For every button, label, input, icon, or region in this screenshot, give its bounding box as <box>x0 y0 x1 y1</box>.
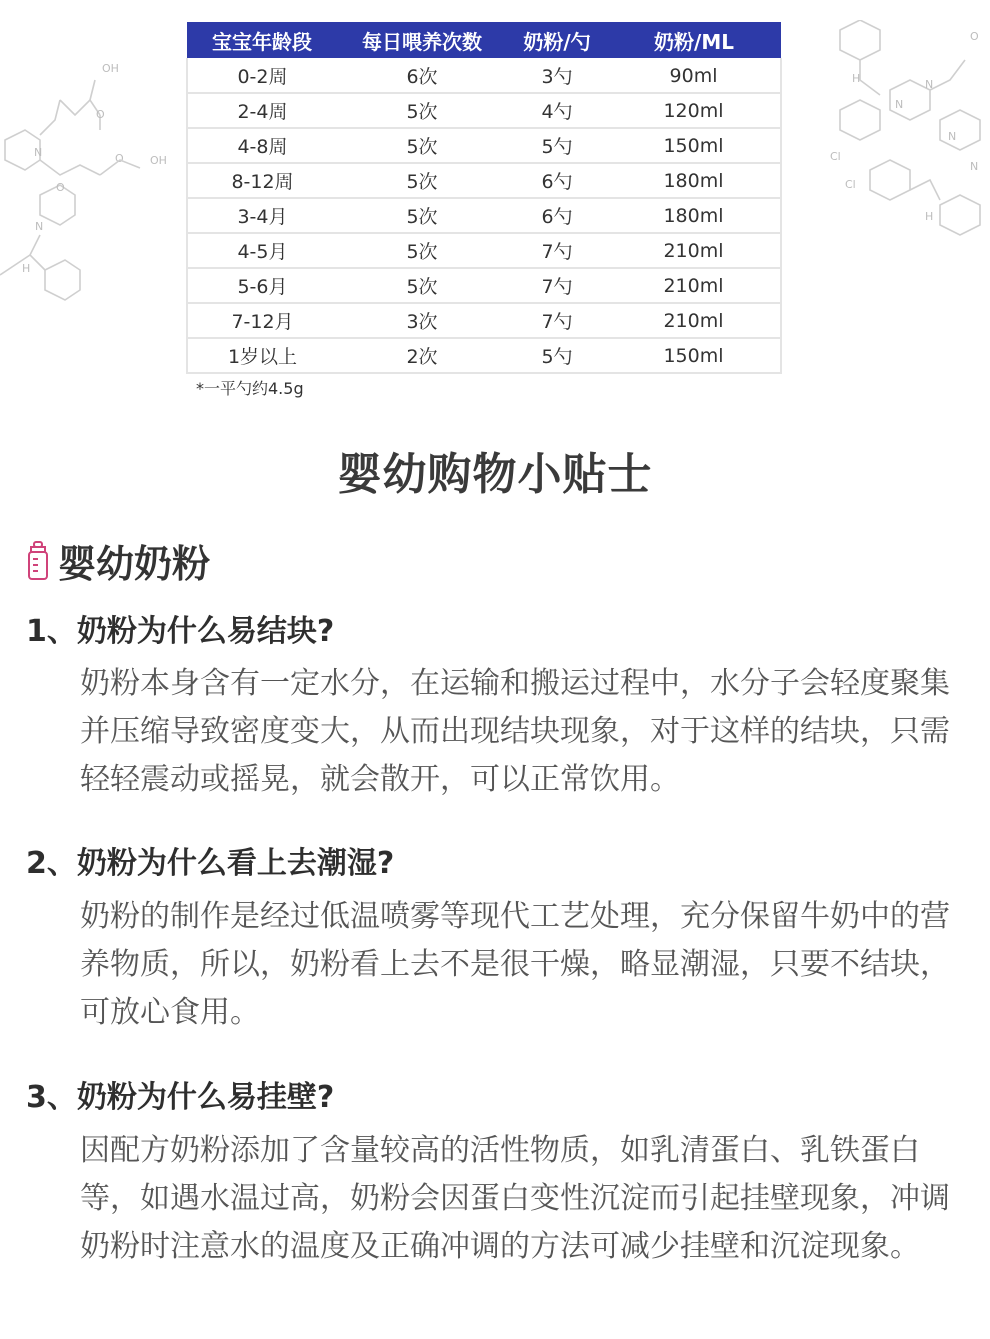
cell-scoops: 7勺 <box>507 268 607 303</box>
cell-ml: 120ml <box>607 93 781 128</box>
page-title: 婴幼购物小贴士 <box>337 449 653 500</box>
table-row <box>187 338 781 373</box>
table-row <box>187 268 781 303</box>
answer-text: 奶粉的制作是经过低温喷雾等现代工艺处理，充分保留牛奶中的营养物质，所以，奶粉看上去不是很干燥，略显潮湿，只要不结块，可放心食用。 <box>80 899 950 1030</box>
svg-text:O: O <box>970 30 979 43</box>
cell-scoops: 6勺 <box>507 163 607 198</box>
cell-age: 3-4月 <box>187 198 337 233</box>
cell-ml: 150ml <box>607 128 781 163</box>
cell-scoops: 4勺 <box>507 93 607 128</box>
feeding-table <box>186 22 782 374</box>
table-row <box>187 233 781 268</box>
cell-feedings: 2次 <box>337 338 507 373</box>
cell-age: 7-12月 <box>187 303 337 338</box>
svg-text:N: N <box>948 130 957 143</box>
svg-text:OH: OH <box>150 154 167 167</box>
cell-ml: 210ml <box>607 233 781 268</box>
table-row <box>187 198 781 233</box>
cell-ml: 150ml <box>607 338 781 373</box>
baby-bottle-icon <box>26 541 50 581</box>
cell-scoops: 6勺 <box>507 198 607 233</box>
table-header-row <box>187 22 781 59</box>
table-row <box>187 303 781 338</box>
cell-age: 1岁以上 <box>187 338 337 373</box>
svg-text:N: N <box>895 98 904 111</box>
cell-feedings: 5次 <box>337 128 507 163</box>
cell-age: 0-2周 <box>187 59 337 94</box>
svg-text:H: H <box>852 72 861 85</box>
question-title: 2、奶粉为什么看上去潮湿? <box>26 846 395 881</box>
cell-ml: 180ml <box>607 198 781 233</box>
table-row <box>187 163 781 198</box>
svg-text:N: N <box>970 160 979 173</box>
svg-text:Cl: Cl <box>845 178 856 191</box>
question-title: 3、奶粉为什么易挂壁? <box>26 1080 335 1115</box>
table-row <box>187 93 781 128</box>
cell-scoops: 5勺 <box>507 128 607 163</box>
table-row <box>187 59 781 94</box>
cell-age: 4-5月 <box>187 233 337 268</box>
cell-feedings: 5次 <box>337 233 507 268</box>
cell-scoops: 7勺 <box>507 303 607 338</box>
molecule-decoration-left <box>0 60 180 310</box>
cell-scoops: 7勺 <box>507 233 607 268</box>
answer-text: 因配方奶粉添加了含量较高的活性物质，如乳清蛋白、乳铁蛋白等，如遇水温过高，奶粉会因蛋白变性沉淀而引起挂壁现象，冲调奶粉时注意水的温度及正确冲调的方法可减少挂壁和沉淀现象。 <box>80 1133 950 1264</box>
cell-feedings: 6次 <box>337 59 507 94</box>
cell-feedings: 5次 <box>337 163 507 198</box>
cell-age: 2-4周 <box>187 93 337 128</box>
header-age: 宝宝年龄段 <box>187 22 337 59</box>
header-scoops: 奶粉/勺 <box>507 22 607 59</box>
svg-text:O: O <box>56 181 65 194</box>
section-heading-label: 婴幼奶粉 <box>58 542 211 586</box>
cell-feedings: 5次 <box>337 93 507 128</box>
svg-text:N: N <box>925 78 934 91</box>
header-ml: 奶粉/ML <box>607 22 781 59</box>
header-feedings: 每日喂养次数 <box>337 22 507 59</box>
svg-text:N: N <box>34 146 43 159</box>
svg-text:H: H <box>22 262 31 275</box>
cell-age: 8-12周 <box>187 163 337 198</box>
cell-age: 5-6月 <box>187 268 337 303</box>
cell-feedings: 5次 <box>337 268 507 303</box>
svg-text:Cl: Cl <box>830 150 841 163</box>
cell-age: 4-8周 <box>187 128 337 163</box>
question-title: 1、奶粉为什么易结块? <box>26 614 335 649</box>
cell-feedings: 5次 <box>337 198 507 233</box>
table-row <box>187 128 781 163</box>
cell-feedings: 3次 <box>337 303 507 338</box>
answer-text: 奶粉本身含有一定水分，在运输和搬运过程中，水分子会轻度聚集并压缩导致密度变大，从而出现结块现象，对于这样的结块，只需轻轻震动或摇晃，就会散开，可以正常饮用。 <box>80 666 950 797</box>
cell-scoops: 5勺 <box>507 338 607 373</box>
cell-ml: 90ml <box>607 59 781 94</box>
table-footnote: *一平勺约4.5g <box>196 379 304 398</box>
svg-text:N: N <box>35 220 44 233</box>
cell-ml: 210ml <box>607 303 781 338</box>
svg-text:O: O <box>96 108 105 121</box>
svg-text:H: H <box>925 210 934 223</box>
section-heading <box>26 533 210 588</box>
svg-text:O: O <box>115 152 124 165</box>
cell-ml: 210ml <box>607 268 781 303</box>
cell-scoops: 3勺 <box>507 59 607 94</box>
molecule-decoration-right <box>830 20 990 240</box>
svg-text:OH: OH <box>102 62 119 75</box>
cell-ml: 180ml <box>607 163 781 198</box>
